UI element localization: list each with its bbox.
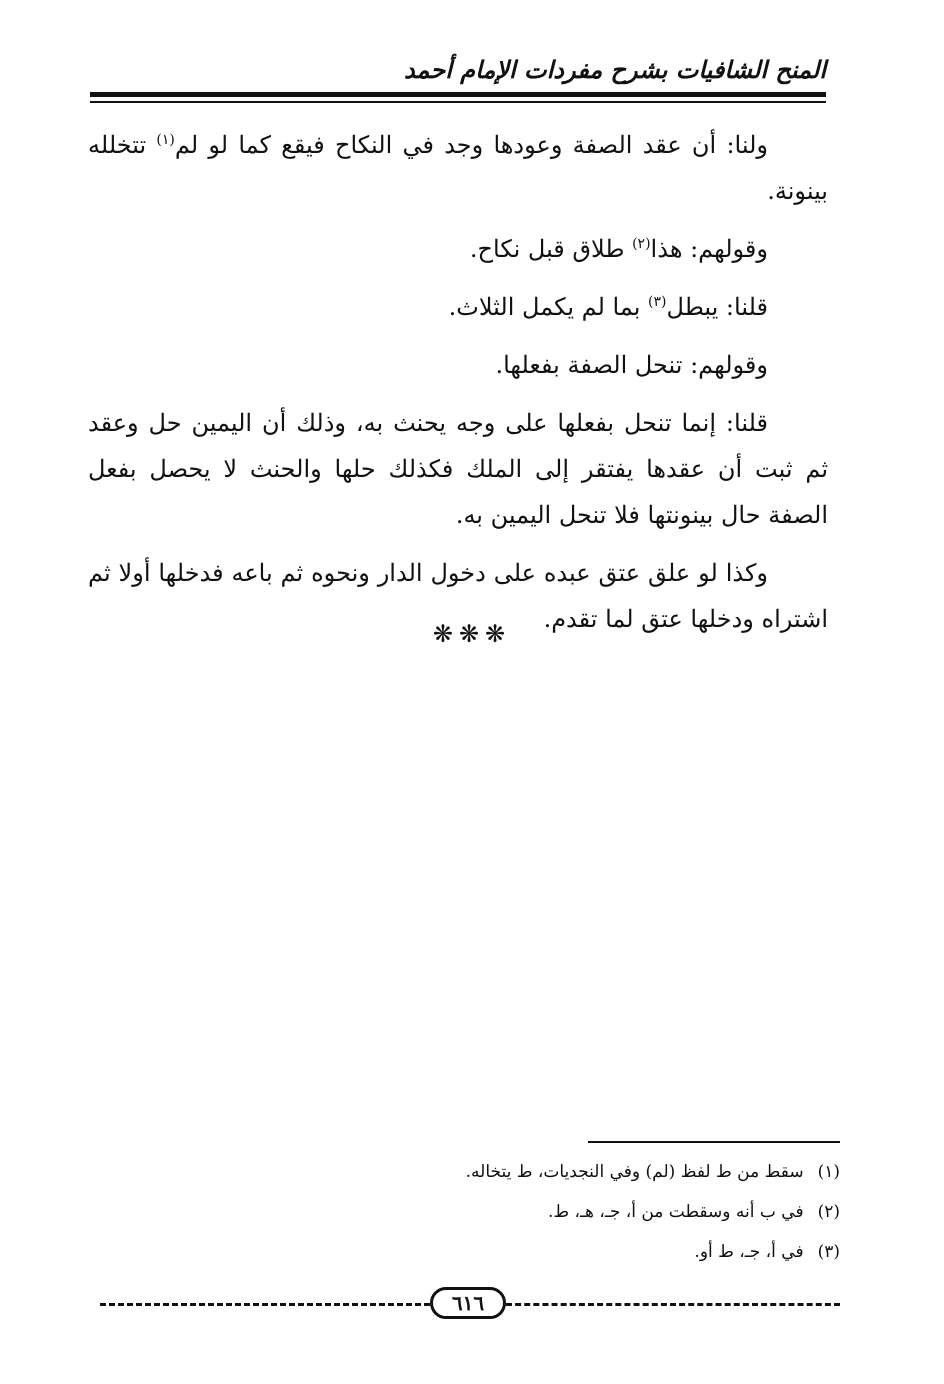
- page-header: [90, 52, 826, 88]
- paragraph-1: [88, 122, 828, 214]
- footnote-3-text: في أ، جـ، ط أو.: [694, 1242, 804, 1262]
- footnote-2: [88, 1192, 840, 1232]
- paragraph-4: وقولهم: تنحل الصفة بفعلها.: [495, 351, 768, 379]
- paragraph-1-text: ولنا: أن عقد الصفة وعودها وجد في النكاح فيقع كما لو لم: [174, 131, 768, 159]
- paragraph-3-before: قلنا: يبطل: [666, 293, 768, 321]
- footnote-ref-3: (٣): [648, 294, 667, 310]
- footnote-2-num: (٢): [817, 1202, 840, 1222]
- main-text: [88, 122, 828, 654]
- footnote-3-num: (٣): [817, 1242, 840, 1262]
- paragraph-3-after: بما لم يكمل الثلاث.: [448, 293, 649, 321]
- footnote-ref-1: (١): [156, 132, 175, 148]
- header-rule-thin: [90, 101, 826, 103]
- footnote-rule: [588, 1141, 840, 1143]
- paragraph-2-after: طلاق قبل نكاح.: [469, 235, 633, 263]
- footnote-ref-2: (٢): [632, 236, 651, 252]
- paragraph-5: قلنا: إنما تنحل بفعلها على وجه يحنث به، وذلك أن اليمين حل وعقد ثم ثبت أن عقدها يفتقر إلى الملك فكذلك حلها والحنث لا يحصل بفعل الصفة حال بينونتها فلا تنحل اليمين به.: [88, 409, 828, 529]
- book-title: المنح الشافيات بشرح مفردات الإمام أحمد: [403, 55, 826, 84]
- footnote-1-num: (١): [817, 1162, 840, 1182]
- footnote-3: [88, 1232, 840, 1272]
- paragraph-3: [88, 284, 828, 330]
- page-number-dashes-left: [100, 1303, 430, 1306]
- page-number: ٦١٦: [430, 1287, 506, 1319]
- footnote-1: [88, 1152, 840, 1192]
- footnote-2-text: في ب أنه وسقطت من أ، جـ، هـ، ط.: [547, 1202, 804, 1222]
- footnotes: [88, 1152, 840, 1272]
- section-separator: ❋❋❋: [432, 620, 512, 648]
- footnote-1-text: سقط من ط لفظ (لم) وفي النجديات، ط يتخاله.: [465, 1162, 804, 1182]
- paragraph-1-tail: تتخلله بينونة.: [88, 131, 828, 205]
- paragraph-6: وكذا لو علق عتق عبده على دخول الدار ونحوه ثم باعه فدخلها أولا ثم اشتراه ودخلها عتق لما تقدم.: [88, 559, 828, 633]
- paragraph-2: [88, 226, 828, 272]
- page-number-dashes-right: [506, 1303, 840, 1306]
- header-rule-thick: [90, 92, 826, 97]
- paragraph-2-before: وقولهم: هذا: [650, 235, 768, 263]
